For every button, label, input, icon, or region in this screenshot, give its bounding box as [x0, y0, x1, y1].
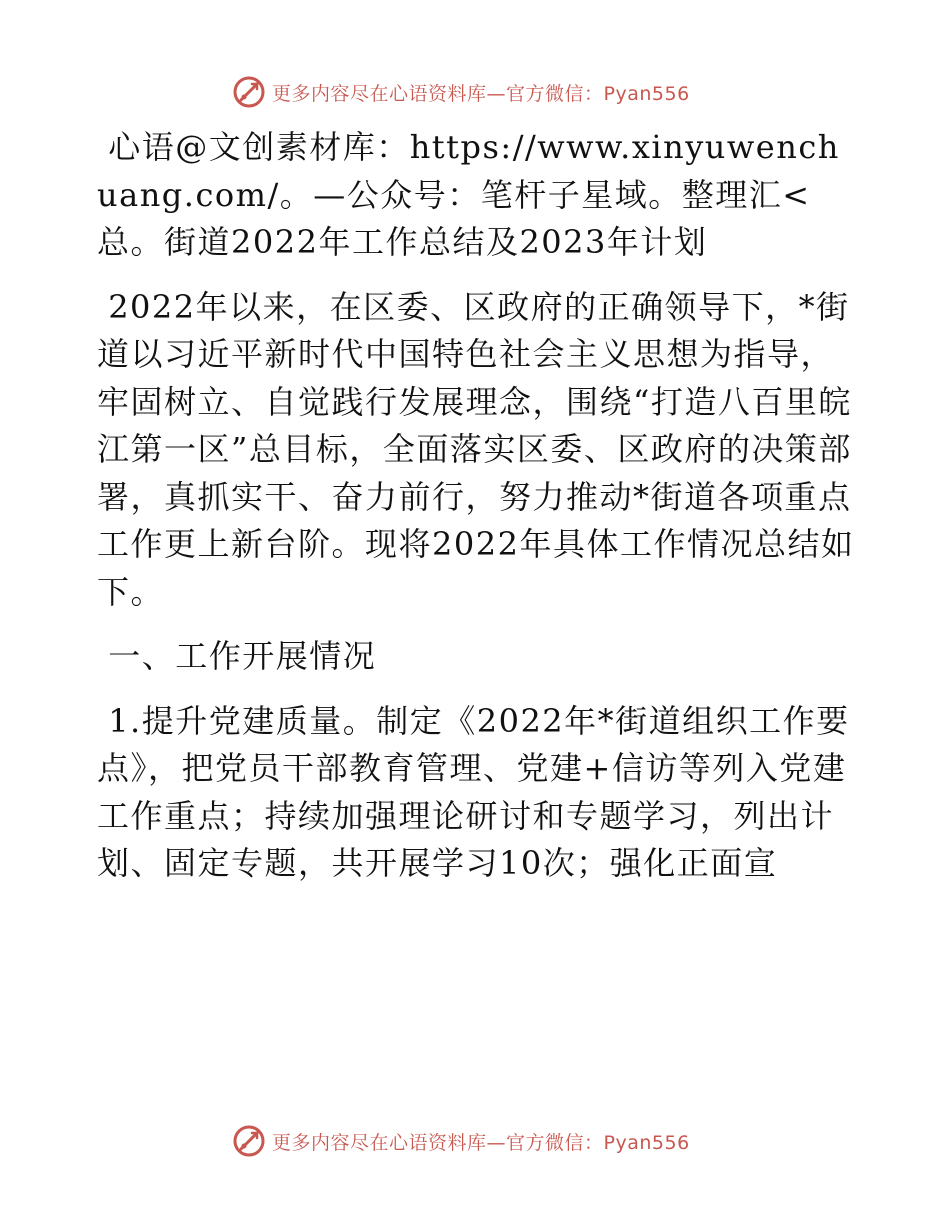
watermark-text: 更多内容尽在心语资料库—官方微信：Pyan556 [272, 1131, 690, 1154]
document-title-paragraph: 心语@文创素材库：https://www.xinyuwenchuang.com/。—公众号：笔杆子星域。整理汇<总。街道2022年工作总结及2023年计划 [97, 128, 840, 261]
footer-watermark [232, 1121, 690, 1161]
section-heading: 一、工作开展情况 [108, 637, 377, 675]
intro-paragraph: 2022年以来，在区委、区政府的正确领导下，*街道以习近平新时代中国特色社会主义思想为指导，牢固树立、自觉践行发展理念，围绕“打造八百里皖江第一区”总目标，全面落实区委、区政府的决策部署，真抓实干、奋力前行，努力推动*街道各项重点工作更上新台阶。现将2022年具体工作情况总结如下。 [97, 287, 855, 611]
header-watermark [232, 72, 690, 112]
logo-icon [232, 75, 266, 109]
item-1-paragraph: 1.提升党建质量。制定《2022年*街道组织工作要点》，把党员干部教育管理、党建+信访等列入党建工作重点；持续加强理论研讨和专题学习，列出计划、固定专题，共开展学习10次；强化正面宣 [97, 701, 850, 882]
logo-icon [232, 1124, 266, 1158]
document-body [97, 124, 857, 888]
watermark-text: 更多内容尽在心语资料库—官方微信：Pyan556 [272, 82, 690, 105]
